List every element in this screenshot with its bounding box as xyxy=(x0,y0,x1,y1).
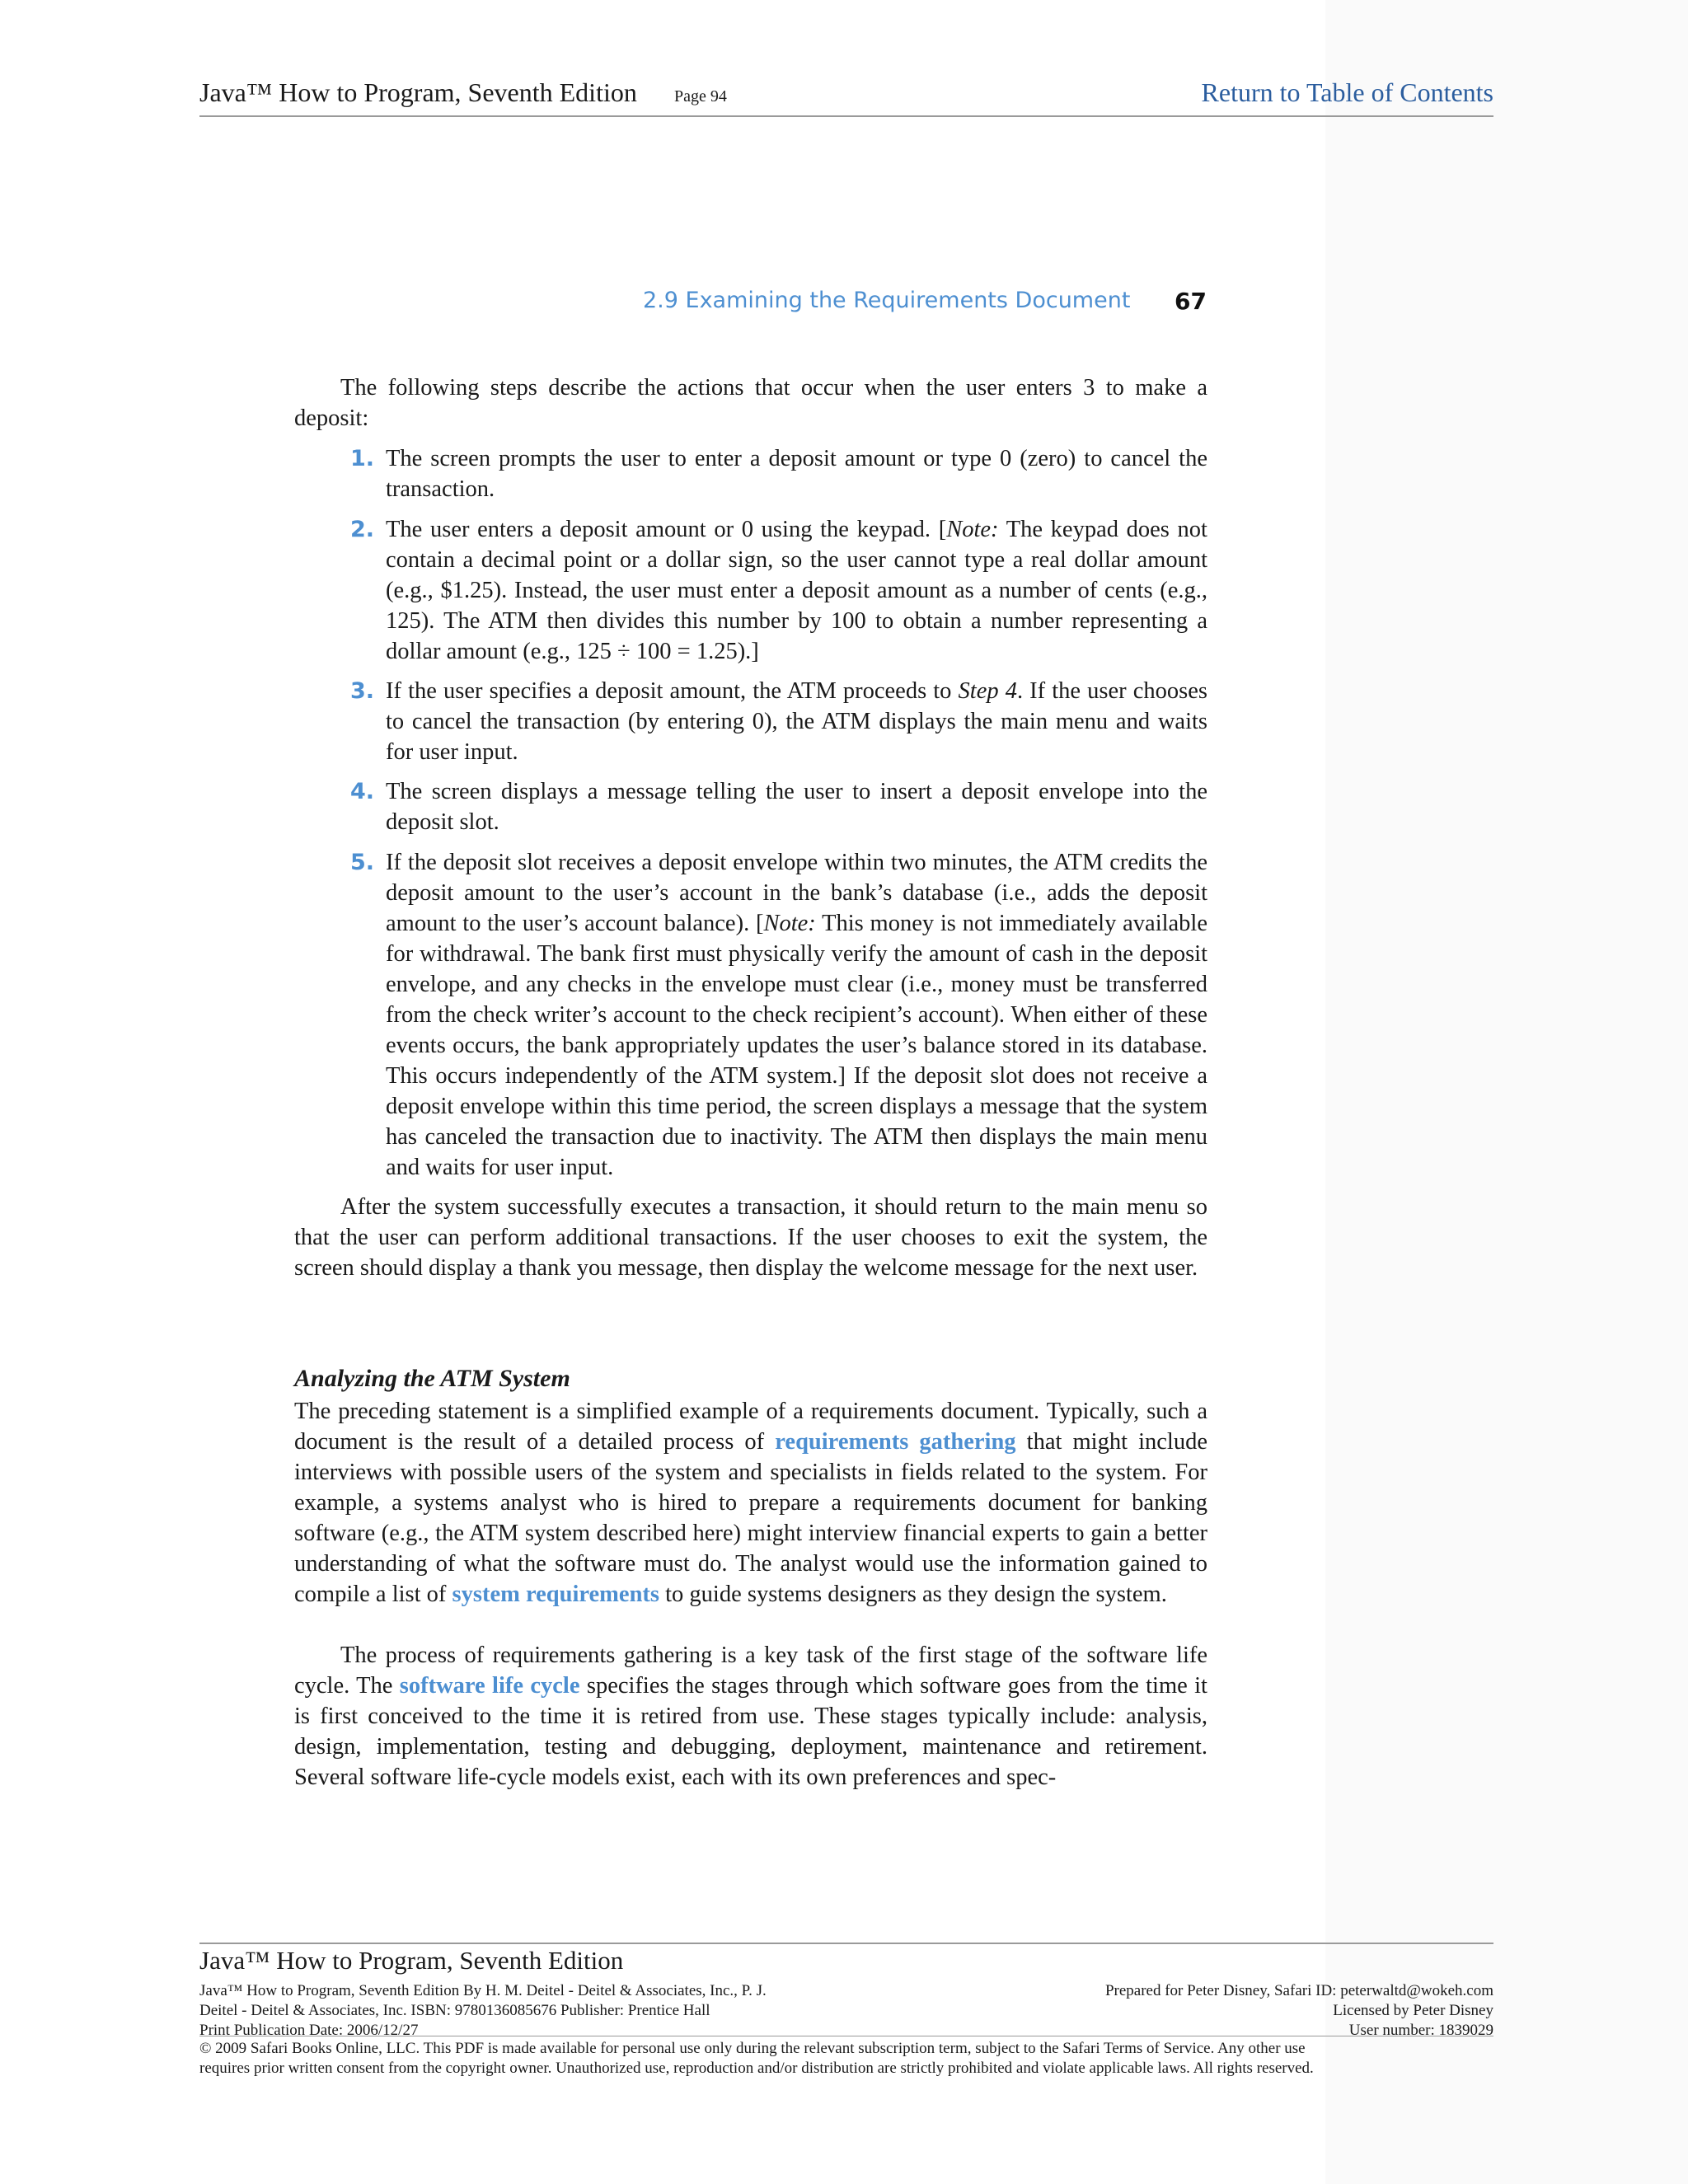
step-number: 4. xyxy=(349,779,374,804)
footer-prepared-for: Prepared for Peter Disney, Safari ID: peterwaltd@wokeh.com xyxy=(1104,1982,1493,1999)
step-number: 2. xyxy=(349,517,374,542)
intro-paragraph: The following steps describe the actions that occur when the user enters 3 to make a deposit: xyxy=(294,375,1207,431)
footer-copyright: © 2009 Safari Books Online, LLC. This PDF is made available for personal use only during the relevant subscription term, subject to the Safari Terms of Service. Any other use xyxy=(199,2040,1306,2057)
footer-divider xyxy=(199,1943,1493,1944)
header-divider xyxy=(199,115,1493,117)
note-label: Note: xyxy=(946,517,999,542)
running-head-page-number: 67 xyxy=(1175,288,1207,315)
step-reference: Step 4 xyxy=(958,678,1017,704)
footer-publication-date: Print Publication Date: 2006/12/27 xyxy=(199,2022,419,2039)
footer-book-info: Deitel - Deitel & Associates, Inc. ISBN: 9780136085676 Publisher: Prentice Hall xyxy=(199,2002,710,2019)
step-text: The screen displays a message telling the user to insert a deposit envelope into the deposit slot. xyxy=(386,779,1207,835)
header-page-label: Page 94 xyxy=(674,87,727,105)
footer-copyright: requires prior written consent from the copyright owner. Unauthorized use, reproduction and/or distribution are strictly prohibited and violate applicable laws. All rights reserved. xyxy=(199,2060,1314,2077)
header-book-title: Java™ How to Program, Seventh Edition xyxy=(199,77,637,107)
step-text: The screen prompts the user to enter a deposit amount or type 0 (zero) to cancel the transaction. xyxy=(386,446,1207,502)
after-paragraph: After the system successfully executes a transaction, it should return to the main menu so that the user can perform additional transactions. If the user chooses to exit the system, the screen should display a thank you message, then display the welcome message for the next user. xyxy=(294,1194,1207,1281)
step-number: 1. xyxy=(349,446,374,471)
footer-book-title: Java™ How to Program, Seventh Edition xyxy=(199,1946,624,1975)
step-text: If the deposit slot receives a deposit envelope within two minutes, the ATM credits the deposit amount to the user’s account in the bank’s database (i.e., adds the deposit amount to the user’s account balance). [Note: This money is not immediately available for withdrawal. The bank first must physically verify the amount of cash in the deposit envelope, and any checks in the envelope must clear (i.e., money must be transferred from the check writer’s account to the check recipient’s account). When either of these events occurs, the bank appropriately updates the user’s balance stored in its database. This occurs independently of the ATM system.] If the deposit slot does not receive a deposit envelope within this time period, the screen displays a message that the system has canceled the transaction due to inactivity. The ATM then displays the main menu and waits for user input. xyxy=(386,850,1207,1180)
key-term: system requirements xyxy=(452,1582,659,1607)
page-margin-shade xyxy=(1325,0,1688,2184)
key-term: software life cycle xyxy=(399,1673,580,1699)
analysis-paragraph: The preceding statement is a simplified example of a requirements document. Typically, such a document is the result of a detailed process of requirements gathering that might include interviews with possible users of the system and specialists in fields related to the system. For example, a systems analyst who is hired to prepare a requirements document for banking software (e.g., the ATM system described here) might interview financial experts to gain a better understanding of what the software must do. The analyst would use the information gained to compile a list of system requirements to guide systems designers as they design the system. xyxy=(294,1399,1207,1607)
footer-licensed-by: Licensed by Peter Disney xyxy=(1333,2002,1493,2019)
running-head-section: 2.9 Examining the Requirements Document xyxy=(643,288,1131,313)
step-number: 3. xyxy=(349,678,374,704)
return-to-toc-link[interactable]: Return to Table of Contents xyxy=(1201,77,1493,107)
step-number: 5. xyxy=(349,850,374,875)
section-heading: Analyzing the ATM System xyxy=(294,1365,570,1392)
step-text: If the user specifies a deposit amount, the ATM proceeds to Step 4. If the user chooses to cancel the transaction (by entering 0), the ATM displays the main menu and waits for user input. xyxy=(386,678,1207,765)
footer-book-info: Java™ How to Program, Seventh Edition By H. M. Deitel - Deitel & Associates, Inc., P. J. xyxy=(199,1982,767,1999)
key-term: requirements gathering xyxy=(775,1429,1016,1455)
footer-user-number: User number: 1839029 xyxy=(1348,2022,1493,2039)
note-label: Note: xyxy=(763,911,816,936)
lifecycle-paragraph: The process of requirements gathering is a key task of the first stage of the software life cycle. The software life cycle specifies the stages through which software goes from the time it is first conceived to the time it is retired from use. These stages typically include: analysis, design, implementation, testing and debugging, deployment, maintenance and retirement. Several software life-cycle models exist, each with its own preferences and spec- xyxy=(294,1643,1207,1790)
step-text: The user enters a deposit amount or 0 using the keypad. [Note: The keypad does not contain a decimal point or a dollar sign, so the user cannot type a real dollar amount (e.g., $1.25). Instead, the user must enter a deposit amount as a number of cents (e.g., 125). The ATM then divides this number by 100 to obtain a number representing a dollar amount (e.g., 125 ÷ 100 = 1.25).] xyxy=(386,517,1207,664)
